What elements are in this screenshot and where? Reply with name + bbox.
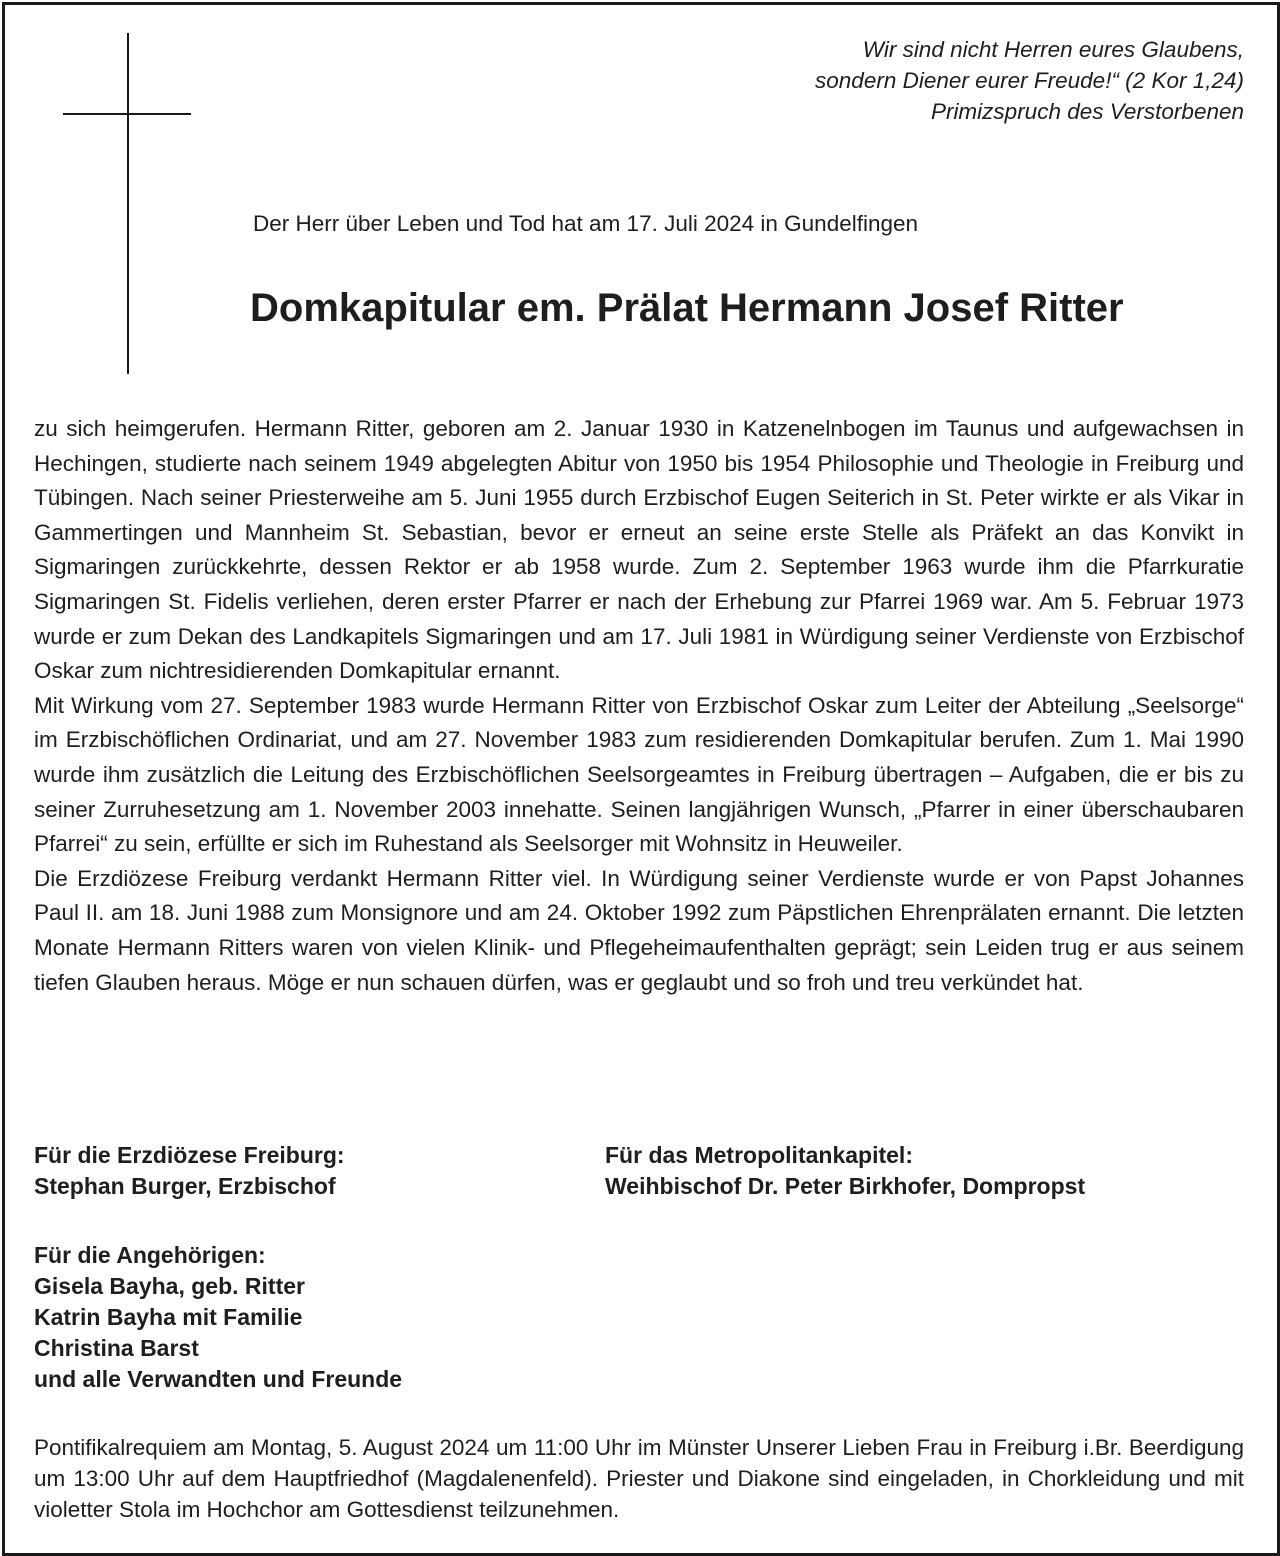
funeral-details: Pontifikalrequiem am Montag, 5. August 2024 um 11:00 Uhr im Münster Unserer Lieben Frau in Freiburg i.Br. Beerdigung um 13:00 Uhr auf dem Hauptfriedhof (Magdalenenfeld). Priester und Diakone sind eingeladen, in Chorkleidung und mit violetter Stola im Hochchor am Gottesdienst teilzunehmen. (34, 1435, 1244, 1522)
deceased-name: Domkapitular em. Prälat Hermann Josef Ritter (250, 286, 1124, 330)
cross-icon (127, 33, 129, 374)
motto-line: Wir sind nicht Herren eures Glaubens, (862, 37, 1244, 62)
signature-name: Weihbischof Dr. Peter Birkhofer, Dompropst (605, 1173, 1086, 1199)
signature-chapter (605, 1140, 1085, 1202)
signature-family (34, 1240, 402, 1395)
family-member: Christina Barst (34, 1335, 199, 1361)
cross-icon-crossbar (63, 113, 191, 115)
signature-name: Stephan Burger, Erzbischof (34, 1173, 336, 1199)
family-member: Katrin Bayha mit Familie (34, 1304, 303, 1330)
signature-heading: Für die Angehörigen: (34, 1242, 266, 1268)
motto-line: sondern Diener eurer Freude!“ (2 Kor 1,24) (815, 68, 1244, 93)
signature-heading: Für das Metropolitankapitel: (605, 1142, 913, 1168)
family-member: Gisela Bayha, geb. Ritter (34, 1273, 305, 1299)
primiz-motto (544, 34, 1244, 127)
signature-heading: Für die Erzdiözese Freiburg: (34, 1142, 345, 1168)
body-paragraph: Die Erzdiözese Freiburg verdankt Hermann Ritter viel. In Würdigung seiner Verdienste wurde er von Papst Johannes Paul II. am 18. Juni 1988 zum Monsignore und am 24. Oktober 1992 zum Päpstlichen Ehrenprälaten ernannt. Die letzten Monate Hermann Ritters waren von vielen Klinik- und Pflegeheimaufenthalten geprägt; sein Leiden trug er aus seinem tiefen Glauben heraus. Möge er nun schauen dürfen, was er geglaubt und so froh und treu verkündet hat. (34, 865, 1244, 995)
signature-archdiocese (34, 1140, 345, 1202)
body-paragraph: zu sich heimgerufen. Hermann Ritter, geboren am 2. Januar 1930 in Katzenelnbogen im Taunus und aufgewachsen in Hechingen, studierte nach seinem 1949 abgelegten Abitur von 1950 bis 1954 Philosophie und Theologie in Freiburg und Tübingen. Nach seiner Priesterweihe am 5. Juni 1955 durch Erzbischof Eugen Seiterich in St. Peter wirkte er als Vikar in Gammertingen und Mannheim St. Sebastian, bevor er erneut an seine erste Stelle als Präfekt an das Konvikt in Sigmaringen zurückkehrte, dessen Rektor er ab 1958 wurde. Zum 2. September 1963 wurde ihm die Pfarrkuratie Sigmaringen St. Fidelis verliehen, deren erster Pfarrer er nach der Erhebung zur Pfarrei 1969 war. Am 5. Februar 1973 wurde er zum Dekan des Landkapitels Sigmaringen und am 17. Juli 1981 in Würdigung seiner Verdienste von Erzbischof Oskar zum nichtresidierenden Domkapitular ernannt. (34, 416, 1244, 684)
motto-source: Primizspruch des Verstorbenen (930, 99, 1244, 124)
obituary-text (34, 412, 1244, 1000)
intro-line: Der Herr über Leben und Tod hat am 17. Juli 2024 in Gundelfingen (253, 211, 919, 236)
body-paragraph: Mit Wirkung vom 27. September 1983 wurde Hermann Ritter von Erzbischof Oskar zum Leiter der Abteilung „Seelsorge“ im Erzbischöflichen Ordinariat, und am 27. November 1983 zum residierenden Domkapitular berufen. Zum 1. Mai 1990 wurde ihm zusätzlich die Leitung des Erzbischöflichen Seelsorgeamtes in Freiburg übertragen – Aufgaben, die er bis zu seiner Zurruhesetzung am 1. November 2003 innehatte. Seinen langjährigen Wunsch, „Pfarrer in einer überschaubaren Pfarrei“ zu sein, erfüllte er sich im Ruhestand als Seelsorger mit Wohnsitz in Heuweiler. (34, 692, 1244, 857)
family-member: und alle Verwandten und Freunde (34, 1366, 403, 1392)
